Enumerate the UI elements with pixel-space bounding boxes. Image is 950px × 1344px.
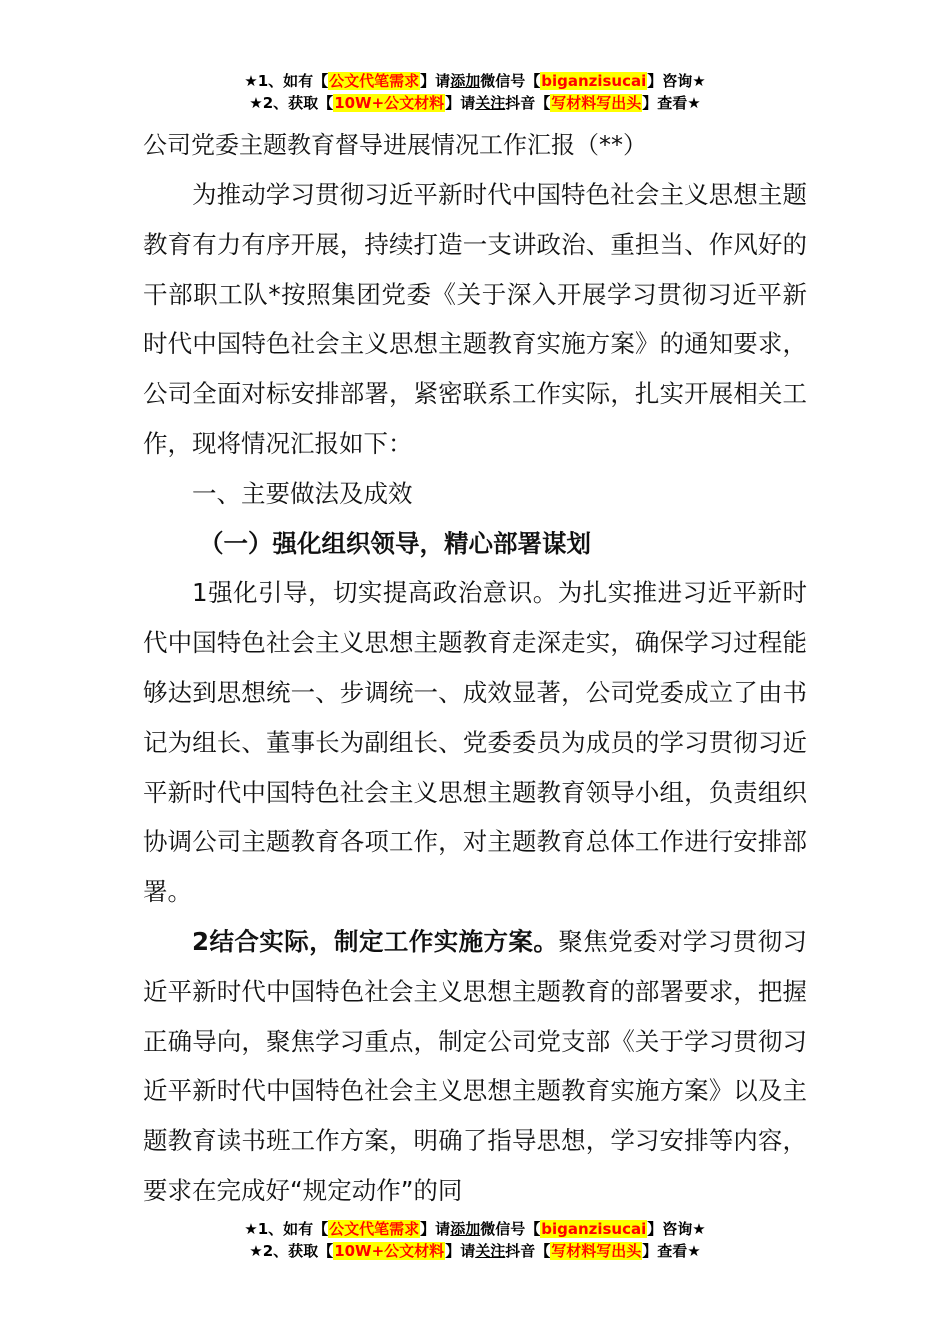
banner-text: 】请	[420, 72, 451, 90]
banner-text: 】咨询★	[647, 1220, 706, 1238]
banner-emphasis: 关注	[475, 94, 506, 112]
banner-text: 】查看★	[642, 1242, 701, 1260]
banner-text: 】请	[445, 1242, 476, 1260]
banner-highlight: 写材料写出头	[551, 1242, 642, 1260]
banner-text: ★1、如有【	[244, 72, 329, 90]
banner-highlight: 10W+公文材料	[334, 94, 445, 112]
section-heading: 一、主要做法及成效	[192, 478, 413, 508]
banner-line-1	[0, 70, 950, 92]
banner-text: 】请	[445, 94, 476, 112]
banner-line-1	[0, 1218, 950, 1240]
document-title: 公司党委主题教育督导进展情况工作汇报（**）	[143, 131, 647, 159]
footer-banner	[0, 1218, 950, 1262]
banner-line-2	[0, 92, 950, 114]
banner-highlight: biganzisucai	[541, 1220, 647, 1238]
subsection-heading: （一）强化组织领导，精心部署谋划	[199, 528, 591, 558]
banner-text: 微信号【	[480, 72, 541, 90]
banner-text: ★2、获取【	[249, 1242, 334, 1260]
banner-text: ★1、如有【	[244, 1220, 329, 1238]
banner-highlight: 10W+公文材料	[334, 1242, 445, 1260]
banner-highlight: 写材料写出头	[551, 94, 642, 112]
banner-text: 抖音【	[505, 1242, 551, 1260]
banner-emphasis: 添加	[450, 1220, 481, 1238]
banner-text: ★2、获取【	[249, 94, 334, 112]
banner-highlight: 公文代笔需求	[329, 72, 420, 90]
banner-text: 】请	[420, 1220, 451, 1238]
banner-highlight: biganzisucai	[541, 72, 647, 90]
banner-highlight: 公文代笔需求	[329, 1220, 420, 1238]
header-banner	[0, 70, 950, 114]
intro-paragraph: 为推动学习贯彻习近平新时代中国特色社会主义思想主题教育有力有序开展，持续打造一支讲政治、重担当、作风好的干部职工队*按照集团党委《关于深入开展学习贯彻习近平新时代中国特色社会主义思想主题教育实施方案》的通知要求，公司全面对标安排部署，紧密联系工作实际，扎实开展相关工作，现将情况汇报如下：	[143, 180, 807, 458]
banner-text: 】咨询★	[647, 72, 706, 90]
banner-emphasis: 添加	[450, 72, 481, 90]
paragraph-2	[143, 917, 807, 1216]
paragraph-2-body: 聚焦党委对学习贯彻习近平新时代中国特色社会主义思想主题教育的部署要求，把握正确导向，聚焦学习重点，制定公司党支部《关于学习贯彻习近平新时代中国特色社会主义思想主题教育实施方案》以及主题教育读书班工作方案，明确了指导思想，学习安排等内容，要求在完成好“规定动作”的同	[143, 926, 808, 1205]
banner-text: 抖音【	[505, 94, 551, 112]
banner-text: 微信号【	[480, 1220, 541, 1238]
document-body	[143, 122, 807, 1216]
banner-emphasis: 关注	[475, 1242, 506, 1260]
banner-text: 】查看★	[642, 94, 701, 112]
banner-line-2	[0, 1240, 950, 1262]
paragraph-2-lead: 2结合实际，制定工作实施方案。	[192, 926, 559, 956]
paragraph-1: 1强化引导，切实提高政治意识。为扎实推进习近平新时代中国特色社会主义思想主题教育走深走实，确保学习过程能够达到思想统一、步调统一、成效显著，公司党委成立了由书记为组长、董事长为副组长、党委委员为成员的学习贯彻习近平新时代中国特色社会主义思想主题教育领导小组，负责组织协调公司主题教育各项工作，对主题教育总体工作进行安排部署。	[143, 578, 807, 907]
